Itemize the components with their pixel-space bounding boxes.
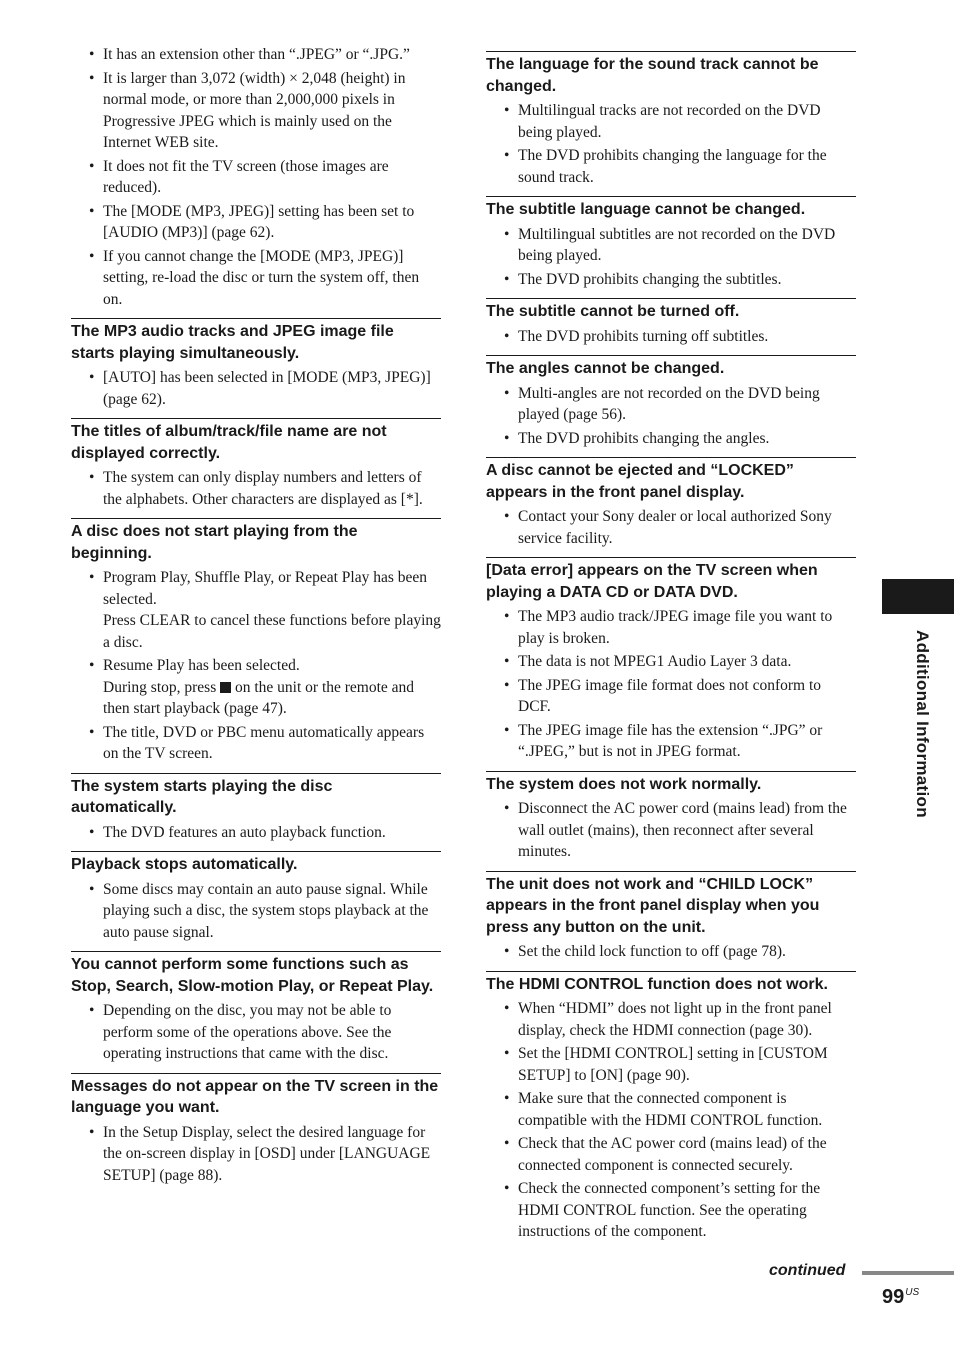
list-item: • Disconnect the AC power cord (mains lead) from the wall outlet (mains), then reconnect after several minutes. bbox=[486, 798, 856, 863]
item-text: • Program Play, Shuffle Play, or Repeat Play has been selected. bbox=[103, 569, 428, 608]
chapter-tab-marker bbox=[882, 579, 954, 614]
list-item: • The JPEG image file has the extension “.JPG” or “.JPEG,” but is not in JPEG format. bbox=[486, 720, 856, 763]
item-subtext bbox=[103, 677, 441, 720]
list-item bbox=[71, 655, 441, 720]
section-heading: The system starts playing the disc automatically. bbox=[71, 777, 333, 816]
item-subtext-b: on the unit or the remote and then start playback (page 47). bbox=[103, 678, 415, 717]
section-starts-automatically bbox=[71, 773, 441, 844]
list-item: • The MP3 audio track/JPEG image file you want to play is broken. bbox=[486, 606, 856, 649]
list-item: • The DVD features an auto playback function. bbox=[71, 822, 441, 844]
section-child-lock bbox=[486, 871, 856, 963]
list-item: • The DVD prohibits changing the subtitles. bbox=[486, 269, 856, 291]
section-playback-stops bbox=[71, 851, 441, 943]
section-not-work-normally bbox=[486, 771, 856, 863]
list-item: • Multi-angles are not recorded on the DVD being played (page 56). bbox=[486, 383, 856, 426]
section-cannot-perform-functions bbox=[71, 951, 441, 1065]
section-heading: The MP3 audio tracks and JPEG image file starts playing simultaneously. bbox=[71, 323, 394, 362]
list-item: • The data is not MPEG1 Audio Layer 3 data. bbox=[486, 651, 856, 673]
list-item: • The DVD prohibits changing the angles. bbox=[486, 428, 856, 450]
section-messages-language bbox=[71, 1073, 441, 1187]
section-heading: The language for the sound track cannot be changed. bbox=[486, 56, 819, 95]
stop-square-icon bbox=[220, 682, 231, 693]
page-number bbox=[882, 1286, 919, 1309]
list-item: • It does not fit the TV screen (those images are reduced). bbox=[71, 156, 441, 199]
section-angles bbox=[486, 355, 856, 449]
section-subtitle-language bbox=[486, 196, 856, 290]
section-heading: The unit does not work and “CHILD LOCK” appears in the front panel display when you press any button on the unit. bbox=[486, 875, 820, 936]
section-mp3-jpeg-simultaneous bbox=[71, 318, 441, 410]
section-data-error bbox=[486, 557, 856, 763]
continued-bar bbox=[862, 1271, 954, 1275]
list-item: • Multilingual subtitles are not recorded on the DVD being played. bbox=[486, 224, 856, 267]
intro-list bbox=[71, 44, 441, 310]
list-item: • The JPEG image file format does not conform to DCF. bbox=[486, 675, 856, 718]
page-number-value: 99 bbox=[882, 1286, 905, 1308]
section-intro bbox=[71, 44, 441, 310]
list-item: • The system can only display numbers and letters of the alphabets. Other characters are displayed as [*]. bbox=[71, 467, 441, 510]
list-item: • Some discs may contain an auto pause signal. While playing such a disc, the system stops playback at the auto pause signal. bbox=[71, 879, 441, 944]
section-heading: You cannot perform some functions such as Stop, Search, Slow-motion Play, or Repeat Play. bbox=[71, 956, 434, 995]
list-item: • Make sure that the connected component is compatible with the HDMI CONTROL function. bbox=[486, 1088, 856, 1131]
list-item: • In the Setup Display, select the desired language for the on-screen display in [OSD] under [LANGUAGE SETUP] (page 88). bbox=[71, 1122, 441, 1187]
list-item: • Check the connected component’s setting for the HDMI CONTROL function. See the operating instructions of the component. bbox=[486, 1178, 856, 1243]
section-heading: The HDMI CONTROL function does not work. bbox=[486, 975, 828, 993]
section-heading: The subtitle language cannot be changed. bbox=[486, 201, 806, 218]
item-subtext-a: During stop, press bbox=[103, 678, 217, 696]
right-column bbox=[486, 51, 856, 1251]
list-item: • Depending on the disc, you may not be able to perform some of the operations above. See the operating instructions that came with the disc. bbox=[71, 1000, 441, 1065]
chapter-tab-label: Additional Information bbox=[913, 630, 932, 818]
list-item: • When “HDMI” does not light up in the front panel display, check the HDMI connection (page 30). bbox=[486, 998, 856, 1041]
section-subtitle-off bbox=[486, 298, 856, 347]
list-item: • If you cannot change the [MODE (MP3, JPEG)] setting, re-load the disc or turn the system off, then on. bbox=[71, 246, 441, 311]
section-heading: A disc cannot be ejected and “LOCKED” appears in the front panel display. bbox=[486, 462, 794, 501]
list-item: • It is larger than 3,072 (width) × 2,048 (height) in normal mode, or more than 2,000,000 pixels in Progressive JPEG which is mainly used on the Internet WEB site. bbox=[71, 68, 441, 154]
section-titles-not-displayed bbox=[71, 418, 441, 510]
list-item: • Multilingual tracks are not recorded on the DVD being played. bbox=[486, 100, 856, 143]
section-heading: The subtitle cannot be turned off. bbox=[486, 303, 740, 320]
section-heading: Messages do not appear on the TV screen in the language you want. bbox=[71, 1077, 439, 1116]
section-soundtrack-language bbox=[486, 51, 856, 188]
list-item: • Check that the AC power cord (mains lead) of the connected component is connected securely. bbox=[486, 1133, 856, 1176]
list-item: • The DVD prohibits changing the language for the sound track. bbox=[486, 145, 856, 188]
section-heading: Playback stops automatically. bbox=[71, 856, 298, 873]
list-item: • The [MODE (MP3, JPEG)] setting has been set to [AUDIO (MP3)] (page 62). bbox=[71, 201, 441, 244]
list-item bbox=[71, 567, 441, 653]
section-heading: A disc does not start playing from the beginning. bbox=[71, 523, 358, 562]
item-subtext: Press CLEAR to cancel these functions before playing a disc. bbox=[103, 612, 441, 651]
list-item: • [AUTO] has been selected in [MODE (MP3, JPEG)] (page 62). bbox=[71, 367, 441, 410]
section-disc-not-from-beginning bbox=[71, 518, 441, 765]
list-item: • Contact your Sony dealer or local authorized Sony service facility. bbox=[486, 506, 856, 549]
section-heading: The titles of album/track/file name are not displayed correctly. bbox=[71, 423, 387, 462]
list-item: • The DVD prohibits turning off subtitles. bbox=[486, 326, 856, 348]
page-number-suffix: US bbox=[905, 1287, 920, 1299]
section-locked bbox=[486, 457, 856, 549]
continued-label: continued bbox=[769, 1262, 846, 1279]
list-item: • Set the child lock function to off (page 78). bbox=[486, 941, 856, 963]
section-heading: The system does not work normally. bbox=[486, 775, 762, 793]
list-item: • It has an extension other than “.JPEG” or “.JPG.” bbox=[71, 44, 441, 66]
section-heading: The angles cannot be changed. bbox=[486, 360, 725, 377]
left-column bbox=[71, 44, 441, 1194]
list-item: • Set the [HDMI CONTROL] setting in [CUSTOM SETUP] to [ON] (page 90). bbox=[486, 1043, 856, 1086]
item-text: • Resume Play has been selected. bbox=[103, 657, 300, 674]
list-item: • The title, DVD or PBC menu automatically appears on the TV screen. bbox=[71, 722, 441, 765]
section-hdmi-control bbox=[486, 971, 856, 1243]
section-heading: [Data error] appears on the TV screen when playing a DATA CD or DATA DVD. bbox=[486, 562, 818, 601]
